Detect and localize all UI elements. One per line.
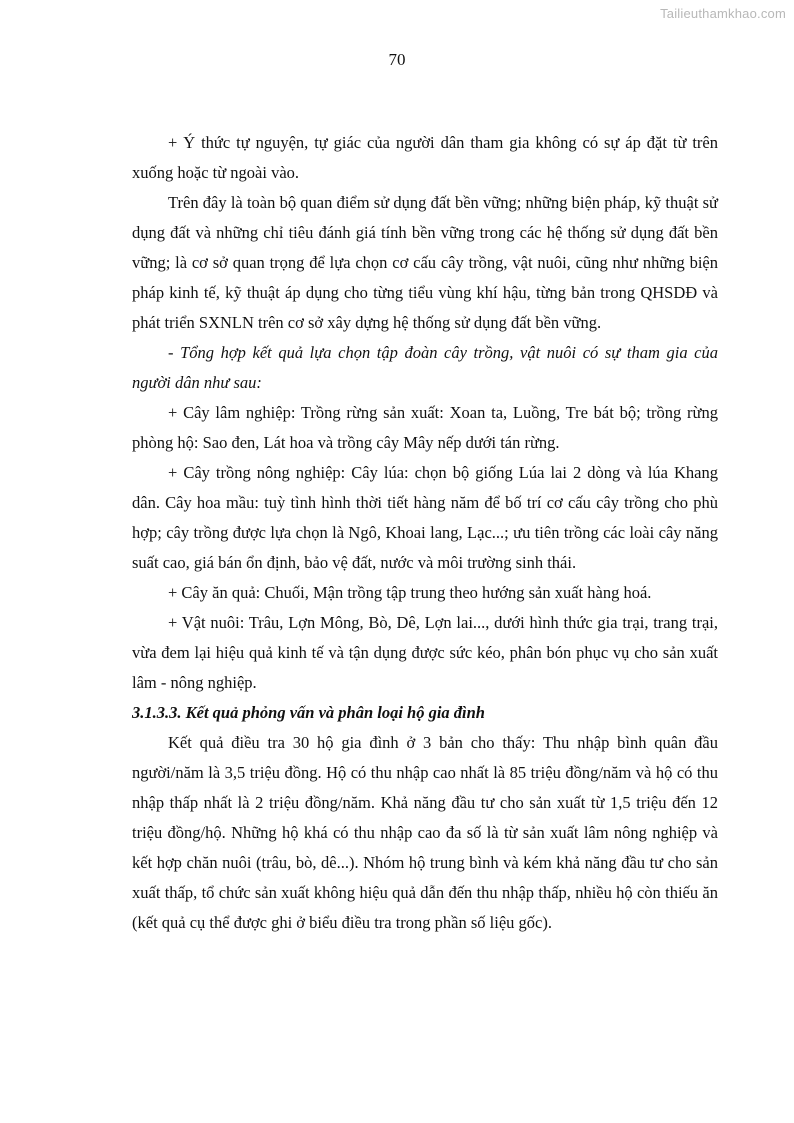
paragraph-forestry-trees: + Cây lâm nghiệp: Trồng rừng sản xuất: Xoan ta, Luồng, Tre bát bộ; trồng rừng phòng hộ: Sao đen, Lát hoa và trồng cây Mây nếp dưới tán rừng.	[132, 403, 718, 452]
paragraph-sustainable-land-use-summary: Trên đây là toàn bộ quan điểm sử dụng đất bền vững; những biện pháp, kỹ thuật sử dụng đất và những chỉ tiêu đánh giá tính bền vững trong các hệ thống sử dụng đất bền vững; là cơ sở quan trọng để lựa chọn cơ cấu cây trồng, vật nuôi, cũng như những biện pháp kinh tế, kỹ thuật áp dụng cho từng tiểu vùng khí hậu, từng bản trong QHSDĐ và phát triển SXNLN trên cơ sở xây dựng hệ thống sử dụng đất bền vững.	[132, 193, 718, 332]
paragraph-livestock: + Vật nuôi: Trâu, Lợn Mông, Bò, Dê, Lợn lai..., dưới hình thức gia trại, trang trại, vừa đem lại hiệu quả kinh tế và tận dụng được sức kéo, phân bón phục vụ cho sản xuất lâm - nông nghiệp.	[132, 613, 718, 692]
page-number: 70	[388, 50, 406, 69]
document-body	[132, 128, 718, 938]
section-heading: 3.1.3.3. Kết quả phỏng vấn và phân loại hộ gia đình	[132, 703, 485, 722]
paragraph-agricultural-crops: + Cây trồng nông nghiệp: Cây lúa: chọn bộ giống Lúa lai 2 dòng và lúa Khang dân. Cây hoa mầu: tuỳ tình hình thời tiết hàng năm để bố trí cơ cấu cây trồng cho phù hợp; cây trồng được lựa chọn là Ngô, Khoai lang, Lạc...; ưu tiên trồng các loài cây năng suất cao, giá bán ổn định, bảo vệ đất, nước và môi trường sinh thái.	[132, 463, 718, 572]
paragraph-fruit-trees: + Cây ăn quả: Chuối, Mận trồng tập trung theo hướng sản xuất hàng hoá.	[168, 583, 652, 602]
paragraph-survey-results: Kết quả điều tra 30 hộ gia đình ở 3 bản cho thấy: Thu nhập bình quân đầu người/năm là 3,5 triệu đồng. Hộ có thu nhập cao nhất là 85 triệu đồng/năm và hộ có thu nhập thấp nhất là 2 triệu đồng/năm. Khả năng đầu tư cho sản xuất từ 1,5 triệu đến 12 triệu đồng/hộ. Những hộ khá có thu nhập cao đa số là từ sản xuất lâm nông nghiệp và kết hợp chăn nuôi (trâu, bò, dê...). Nhóm hộ trung bình và kém khả năng đầu tư cho sản xuất thấp, tổ chức sản xuất không hiệu quả dẫn đến thu nhập thấp, nhiều hộ còn thiếu ăn (kết quả cụ thể được ghi ở biểu điều tra trong phần số liệu gốc).	[132, 733, 718, 932]
paragraph-selection-summary-intro: - Tổng hợp kết quả lựa chọn tập đoàn cây trồng, vật nuôi có sự tham gia của người dân như sau:	[132, 343, 718, 392]
watermark-text: Tailieuthamkhao.com	[660, 6, 786, 21]
paragraph-voluntary-participation: + Ý thức tự nguyện, tự giác của người dân tham gia không có sự áp đặt từ trên xuống hoặc từ ngoài vào.	[132, 133, 718, 182]
